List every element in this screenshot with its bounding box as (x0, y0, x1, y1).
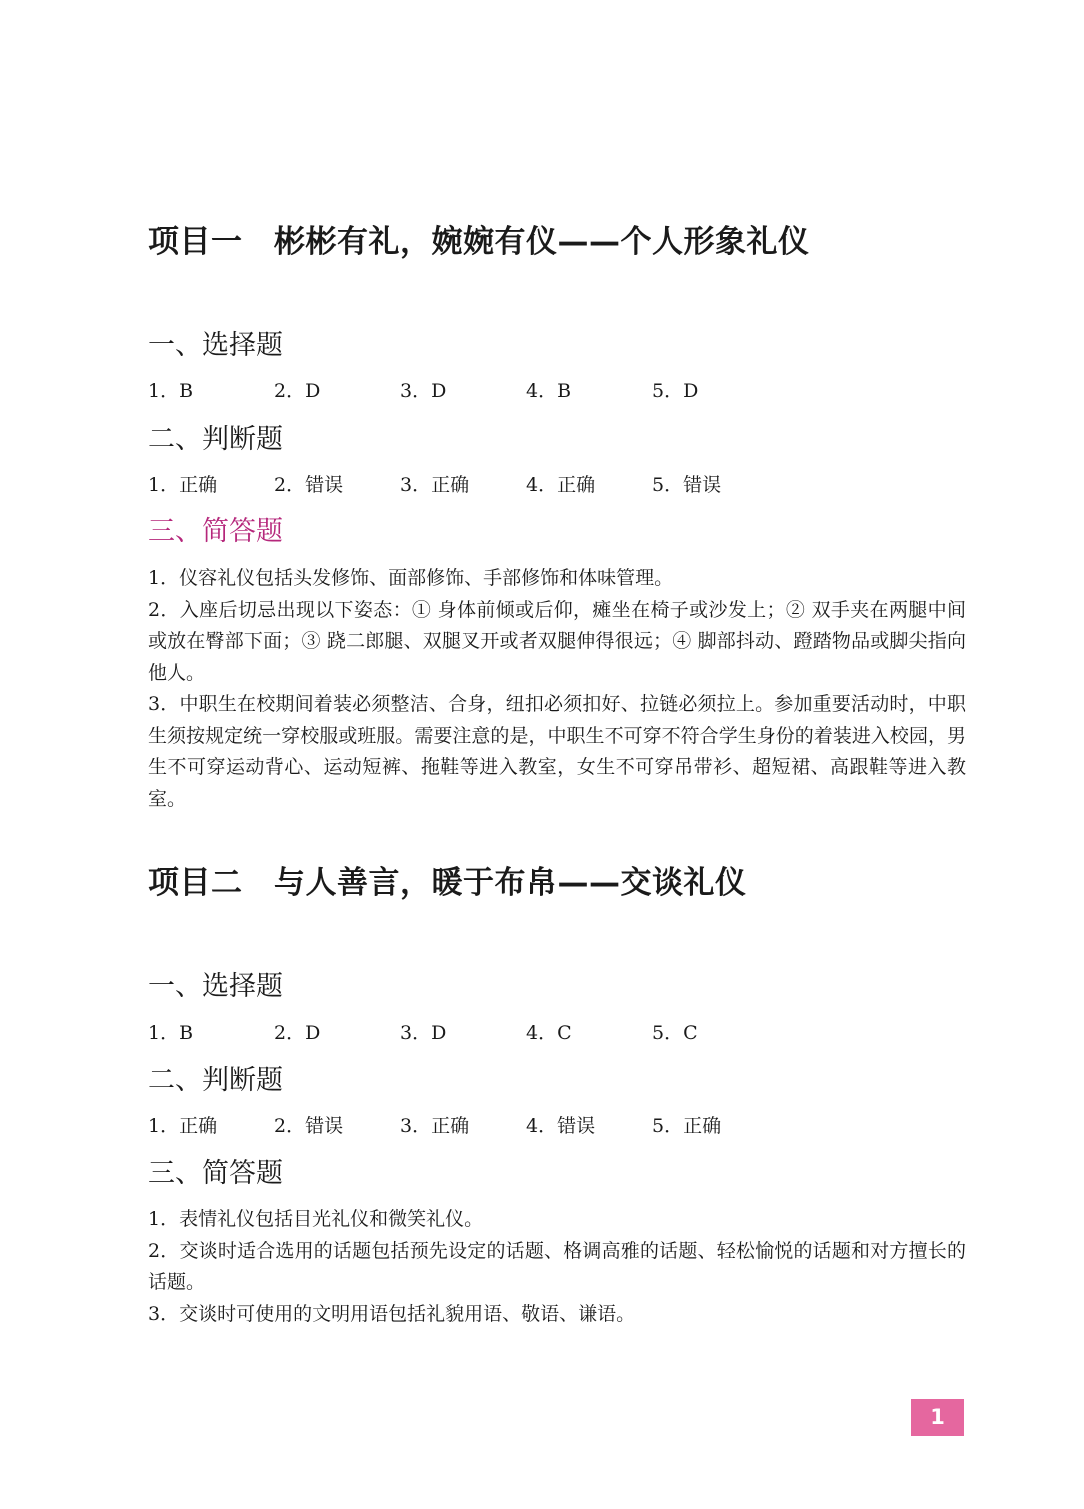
answer-item: 1．正确 (148, 1115, 218, 1137)
project2-judge-heading: 二、判断题 (148, 1065, 283, 1096)
answer-item: 5．正确 (652, 1115, 722, 1137)
short-answer-item: 3．交谈时可使用的文明用语包括礼貌用语、敬语、谦语。 (148, 1302, 636, 1325)
answer-item: 3．正确 (400, 474, 470, 496)
project1-short-heading: 三、简答题 (148, 516, 283, 547)
project2-choice-heading: 一、选择题 (148, 971, 283, 1002)
answer-item: 4．错误 (526, 1115, 596, 1137)
answer-item: 4．正确 (526, 474, 596, 496)
short-answer-item: 1．仪容礼仪包括头发修饰、面部修饰、手部修饰和体味管理。 (148, 567, 674, 589)
answer-key-page (148, 0, 966, 1509)
short-answer-item: 3．中职生在校期间着装必须整洁、合身，纽扣必须扣好、拉链必须拉上。参加重要活动时，中职生须按规定统一穿校服或班服。需要注意的是，中职生不可穿不符合学生身份的着装进入校园，男生不可穿运动背心、运动短裤、拖鞋等进入教室，女生不可穿吊带衫、超短裙、高跟鞋等进入教室。 (148, 693, 966, 810)
project2-judge-answers (148, 1111, 966, 1141)
answer-item: 2．D (274, 1022, 321, 1044)
project2-short-answers (148, 1204, 966, 1330)
short-answer-item: 2．入座后切忌出现以下姿态：① 身体前倾或后仰，瘫坐在椅子或沙发上；② 双手夹在两腿中间或放在臀部下面；③ 跷二郎腿、双腿叉开或者双腿伸得很远；④ 脚部抖动、蹬踏物品或脚尖指向他人。 (148, 598, 966, 684)
answer-item: 4．C (526, 1022, 572, 1044)
answer-item: 4．B (526, 380, 572, 402)
project1-judge-heading: 二、判断题 (148, 424, 283, 455)
answer-item: 5．C (652, 1022, 698, 1044)
short-answer-item: 2．交谈时适合选用的话题包括预先设定的话题、格调高雅的话题、轻松愉悦的话题和对方擅长的话题。 (148, 1239, 966, 1293)
answer-item: 1．B (148, 380, 194, 402)
answer-item: 1．正确 (148, 474, 218, 496)
project1-choice-answers (148, 376, 966, 406)
project2-title: 项目二 与人善言，暖于布帛——交谈礼仪 (148, 865, 747, 901)
project2-choice-answers (148, 1018, 966, 1048)
short-answer-item: 1．表情礼仪包括目光礼仪和微笑礼仪。 (148, 1208, 484, 1230)
project1-title: 项目一 彬彬有礼，婉婉有仪——个人形象礼仪 (148, 224, 810, 260)
answer-item: 2．错误 (274, 474, 344, 496)
answer-item: 3．D (400, 380, 447, 402)
answer-item: 2．D (274, 380, 321, 402)
project2-short-heading: 三、简答题 (148, 1158, 283, 1189)
page-number-badge: 1 (911, 1399, 964, 1436)
answer-item: 5．错误 (652, 474, 722, 496)
project1-judge-answers (148, 470, 966, 500)
project1-short-answers (148, 563, 966, 815)
answer-item: 5．D (652, 380, 699, 402)
project1-choice-heading: 一、选择题 (148, 330, 283, 361)
answer-item: 1．B (148, 1022, 194, 1044)
answer-item: 3．D (400, 1022, 447, 1044)
answer-item: 3．正确 (400, 1115, 470, 1137)
answer-item: 2．错误 (274, 1115, 344, 1137)
